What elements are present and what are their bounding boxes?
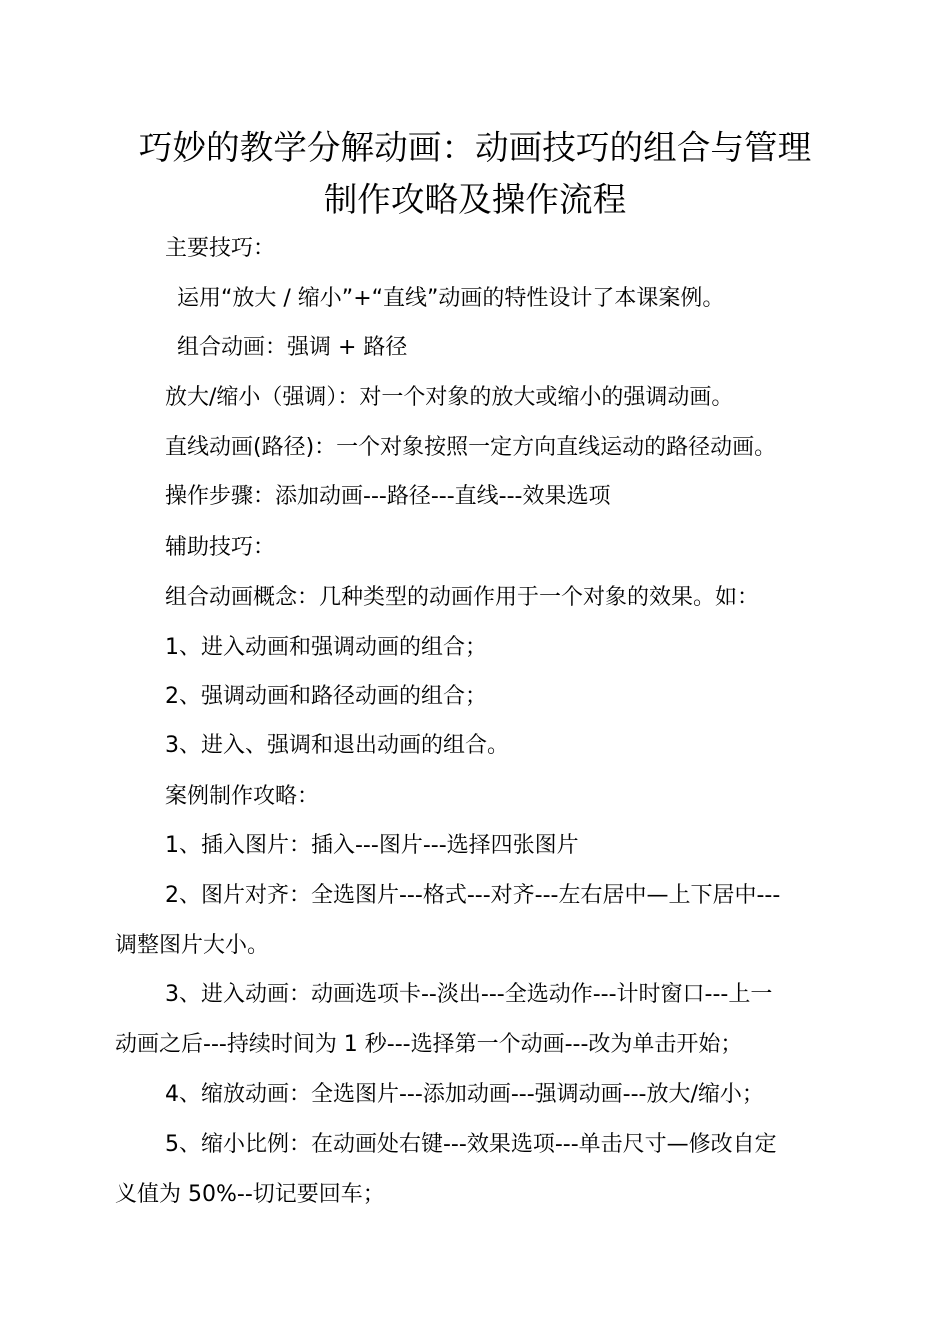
paragraph-combo: 组合动画：强调 + 路径 [177, 335, 408, 360]
step-1: 1、插入图片：插入---图片---选择四张图片 [165, 833, 579, 858]
paragraph-steps: 操作步骤：添加动画---路径---直线---效果选项 [165, 484, 611, 509]
paragraph-line-definition: 直线动画(路径)：一个对象按照一定方向直线运动的路径动画。 [165, 435, 777, 460]
heading-main-techniques: 主要技巧： [165, 236, 276, 261]
step-5-line-2: 义值为 50%--切记要回车； [115, 1182, 385, 1207]
heading-case-strategy: 案例制作攻略： [165, 784, 320, 809]
document-title-line-1: 巧妙的教学分解动画：动画技巧的组合与管理 [138, 128, 812, 167]
step-2-line-1: 2、图片对齐：全选图片---格式---对齐---左右居中—上下居中--- [165, 883, 781, 908]
paragraph-zoom-definition: 放大/缩小（强调）：对一个对象的放大或缩小的强调动画。 [165, 385, 734, 410]
step-3-line-1: 3、进入动画：动画选项卡--淡出---全选动作---计时窗口---上一 [165, 982, 773, 1007]
step-4: 4、缩放动画：全选图片---添加动画---强调动画---放大/缩小； [165, 1082, 764, 1107]
document-title-line-2: 制作攻略及操作流程 [323, 180, 627, 219]
paragraph-combo-concept: 组合动画概念：几种类型的动画作用于一个对象的效果。如： [165, 585, 760, 610]
step-5-line-1: 5、缩小比例：在动画处右键---效果选项---单击尺寸—修改自定 [165, 1132, 777, 1157]
list-item-1: 1、进入动画和强调动画的组合； [165, 635, 487, 660]
paragraph-usage: 运用“放大 / 缩小”+“直线”动画的特性设计了本课案例。 [177, 286, 725, 311]
list-item-3: 3、进入、强调和退出动画的组合。 [165, 733, 509, 758]
list-item-2: 2、强调动画和路径动画的组合； [165, 684, 487, 709]
step-3-line-2: 动画之后---持续时间为 1 秒---选择第一个动画---改为单击开始； [115, 1032, 743, 1057]
heading-aux-techniques: 辅助技巧： [165, 535, 276, 560]
step-2-line-2: 调整图片大小。 [115, 933, 270, 958]
